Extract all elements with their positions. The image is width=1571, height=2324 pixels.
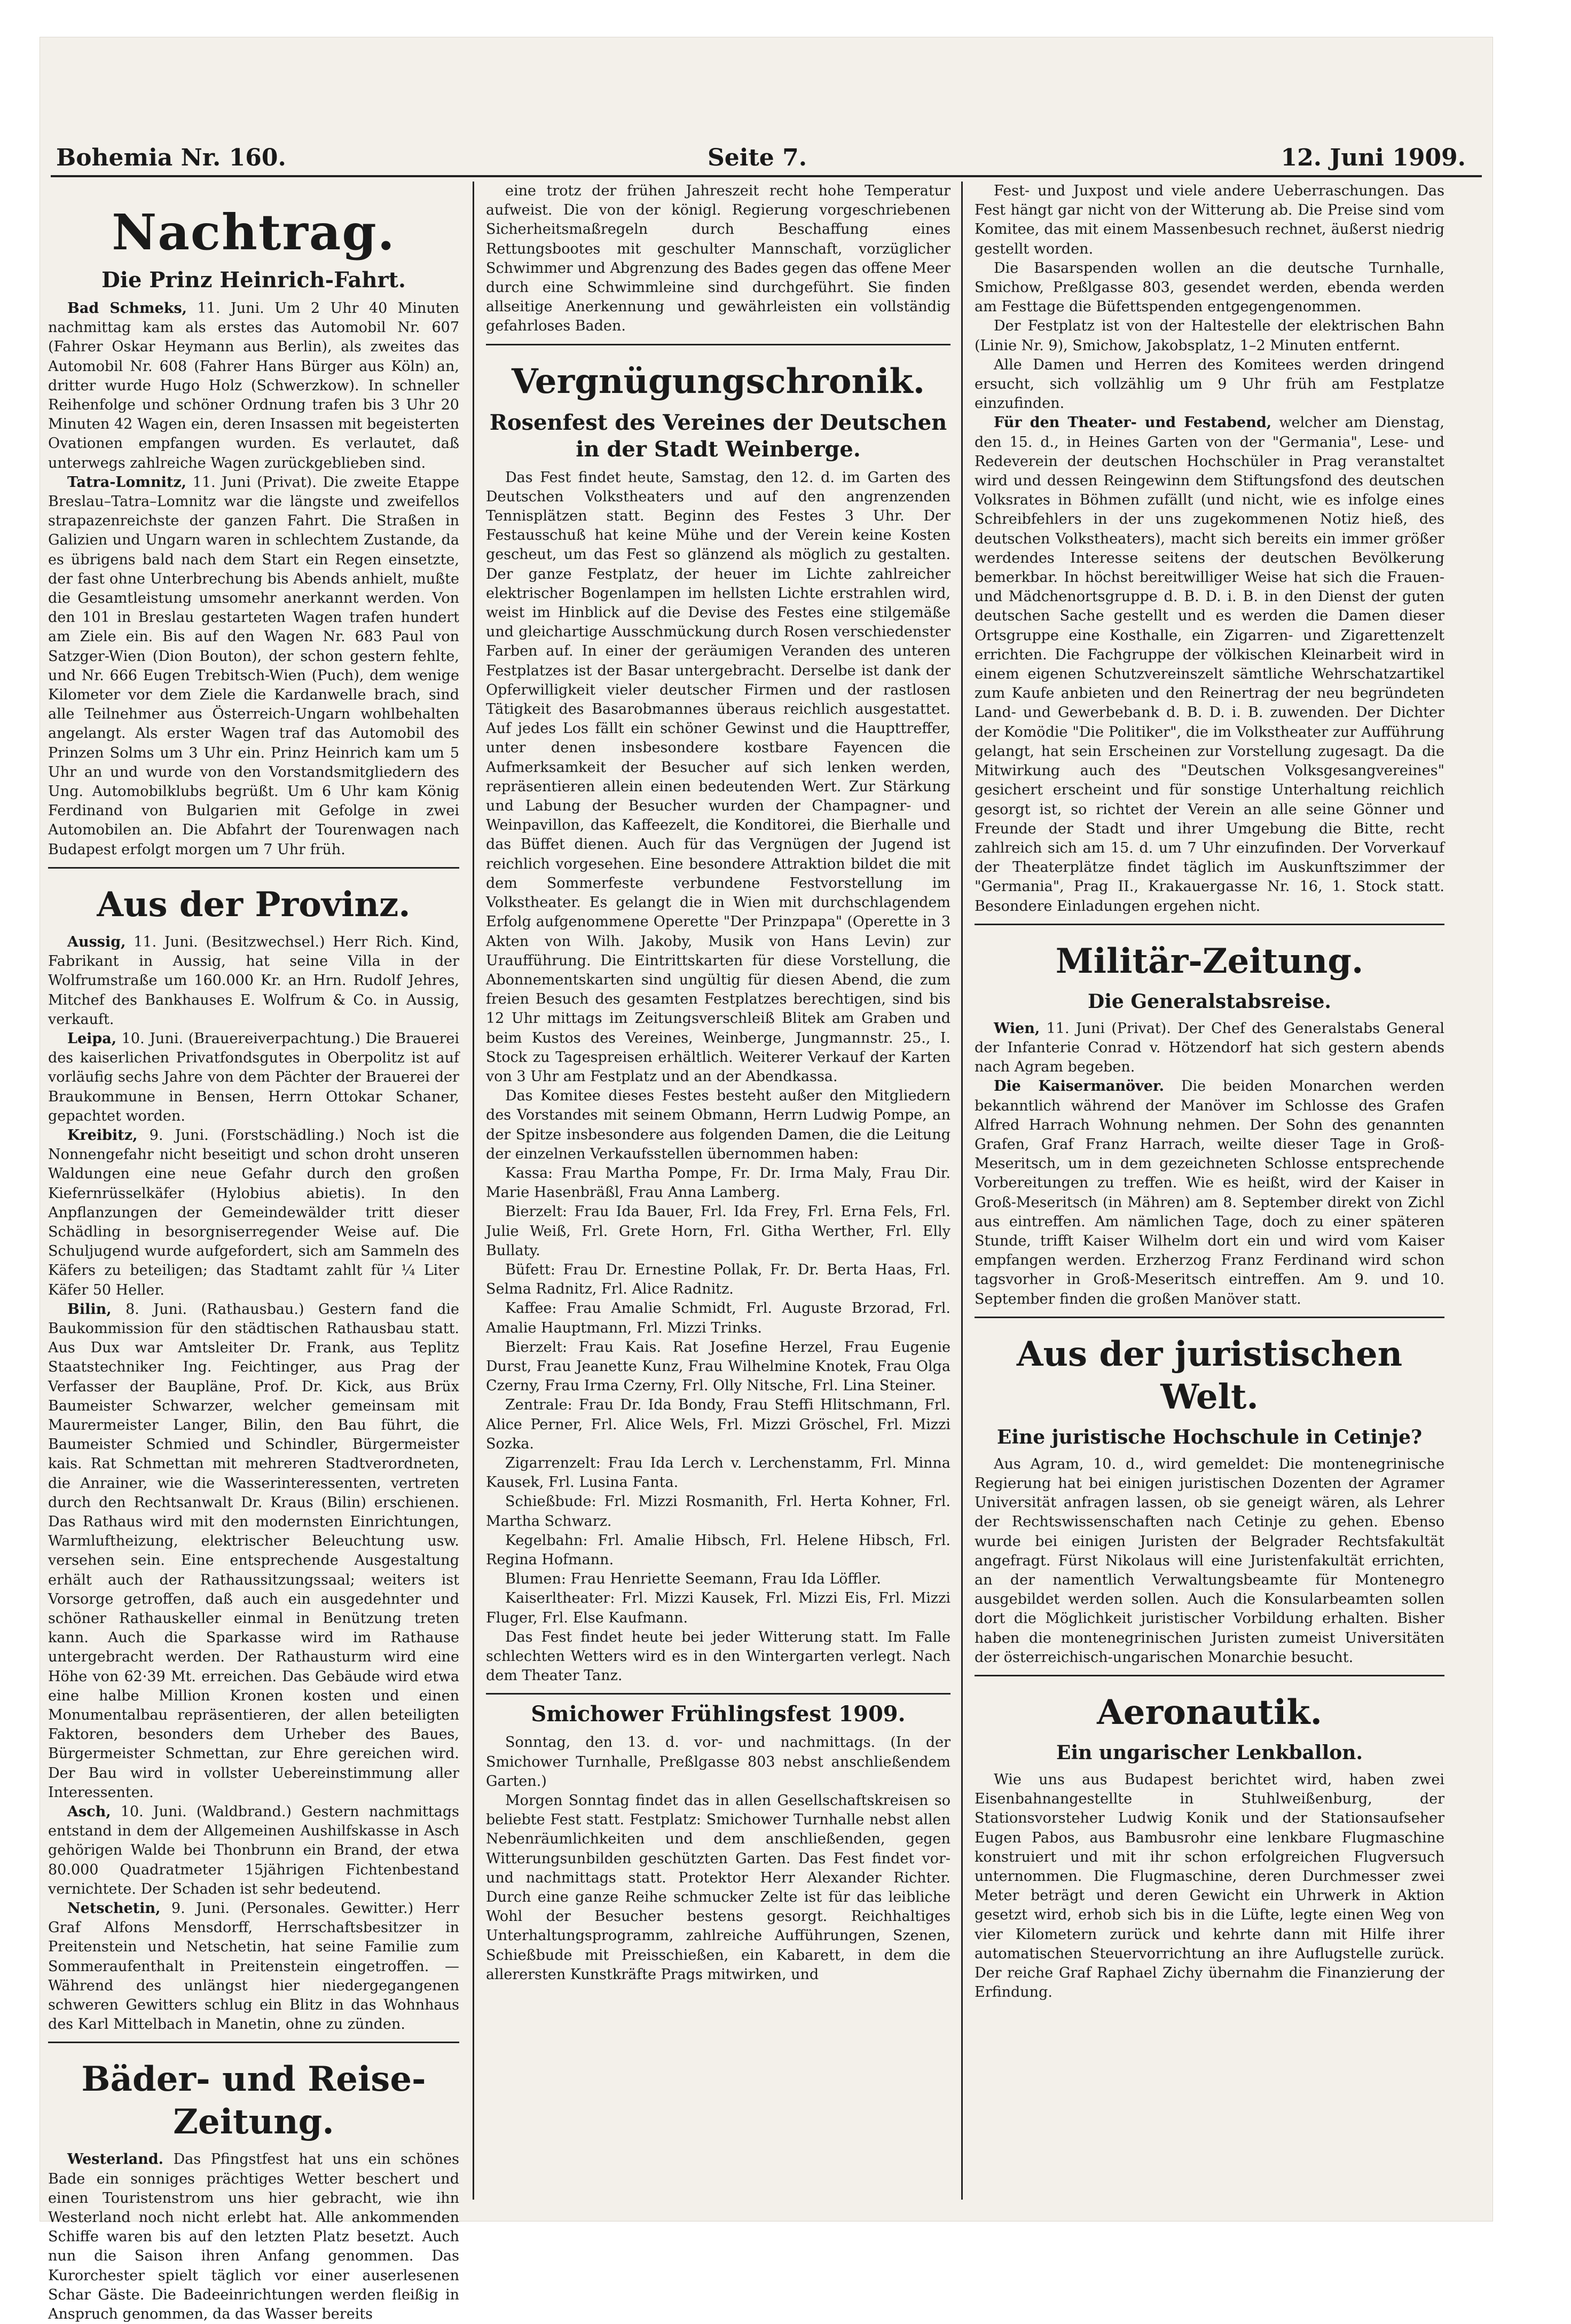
paragraph-text: 11. Juni (Privat). Der Chef des Generalstabs General der Infanterie Conrad v. Hötzendorf hat sich gestern abends nach Agram begeben. xyxy=(975,1020,1444,1076)
section-title-militaer: Militär-Zeitung. xyxy=(1055,941,1364,981)
article-paragraph: Fest- und Juxpost und viele andere Ueberraschungen. Das Fest hängt gar nicht von der Witterung ab. Die Preise sind vom Komitee, das mit einem Massenbesuch rechnet, äußerst niedrig gestellt worden. xyxy=(975,183,1444,257)
section-rule xyxy=(975,1675,1444,1676)
header-date: 12. Juni 1909. xyxy=(1281,144,1466,171)
article-paragraph xyxy=(48,2150,459,2324)
section-title-vergnuegung: Vergnügungschronik. xyxy=(512,361,925,401)
paragraph-text: Das Pfingstfest hat uns ein schönes Bade ein sonniges prächtiges Wetter beschert und einen Touristenstrom uns hier gebracht, wie ihn Westerland noch nicht erlebt hat. Alle ankommenden Schiffe waren bis auf den letzten Platz besetzt. Auch nun die Saison ihren Anfang genommen. Das Kurorchester spielt täglich vor einer auserlesenen Schar Gäste. Die Badeeinrichtungen werden fleißig in Anspruch genommen, da das Wasser bereits xyxy=(48,2151,459,2323)
article-paragraph: Der Festplatz ist von der Haltestelle der elektrischen Bahn (Linie Nr. 9), Smichow, Jakobsplatz, 1–2 Minuten entfernt. xyxy=(975,318,1444,354)
section-rule xyxy=(48,2042,459,2043)
article-paragraph: Alle Damen und Herren des Komitees werden dringend ersucht, sich vollzählig um 9 Uhr früh am Festplatze einzufinden. xyxy=(975,356,1444,412)
paragraph-text: 10. Juni. (Waldbrand.) Gestern nachmittags entstand in dem der Allgemeinen Aushilfskasse in Asch gehörigen Walde bei Thonbrunn ein Brand, der etwa 80.000 Quadratmeter 15jährigen Fichtenbestand vernichtete. Der Schaden ist sehr bedeutend. xyxy=(48,1803,459,1897)
article-heading: Die Prinz Heinrich-Fahrt. xyxy=(101,267,406,293)
section-rule xyxy=(48,867,459,869)
article-paragraph xyxy=(48,299,459,473)
article-paragraph: Das Komitee dieses Festes besteht außer den Mitgliedern des Vorstandes mit seinem Obmann, Herrn Ludwig Pompe, an der Spitze insbesondere aus folgenden Damen, die die Leitung der einzelnen Verkaufsstellen übernommen haben: xyxy=(486,1088,951,1162)
article-paragraph xyxy=(48,933,459,1029)
paragraph-text: 9. Juni. (Forstschädling.) Noch ist die Nonnengefahr nicht beseitigt und schon droht unseren Waldungen eine neue Gefahr durch den großen Kiefernrüsselkäfer (Hylobius abietis). In den Anpflanzungen der Gemeindewälder tritt dieser Schädling in besorgniserregender Weise auf. Die Schuljugend wurde aufgefordert, sich am Sammeln des Käfers zu beteiligen; das Stadtamt zahlt für ¼ Liter Käfer 50 Heller. xyxy=(48,1126,459,1298)
article-paragraph xyxy=(48,1802,459,1899)
article-heading: Eine juristische Hochschule in Cetinje? xyxy=(996,1425,1423,1448)
article-paragraph: eine trotz der frühen Jahreszeit recht hohe Temperatur aufweist. Die von der königl. Regierung vorgeschriebenen Sicherheitsmaßregeln durch Beschaffung eines Rettungsbootes mit geschulter Mannschaft, vorzüglicher Schwimmer und Abgrenzung des Bades gegen das offene Meer durch eine Schwimmleine sind durchgeführt. Sie finden allseitige Anerkennung und gewährleisten ein vollständig gefahrloses Baden. xyxy=(486,183,951,335)
article-paragraph xyxy=(48,1126,459,1300)
column-3 xyxy=(975,182,1444,2200)
column-1 xyxy=(48,182,460,2323)
article-paragraph xyxy=(48,473,459,860)
dateline: Westerland. xyxy=(67,2151,164,2168)
paragraph-text: welcher am Dienstag, den 15. d., in Heines Garten von der "Germania", Lese- und Redeverein der deutschen Hochschüler in Prag veranstaltet wird und dessen Reingewinn dem Stiftungsfond des deutschen Volksrates in Böhmen zufällt (und nicht, wie es infolge eines Schreibfehlers in der uns zugekommenen Notiz hieß, des deutschen Volkstheaters), macht sich bereits ein immer größer werdendes Interesse seitens der deutschen Bevölkerung bemerkbar. In höchst bereitwilliger Weise hat sich die Frauen- und Mädchenortsgruppe d. B. D. i. B. in den Dienst der guten deutschen Sache gestellt und es werden die Damen dieser Ortsgruppe eine Kosthalle, ein Zigarren- und Zigarettenzelt errichten. Die Fachgruppe der völkischen Kleinarbeit wird in einem eigenen Schutzvereinszelt sämtliche Wehrschatzartikel zum Kaufe anbieten und den Reinertrag der neu begründeten Land- und Gewerbebank d. B. D. i. B. zuwenden. Der Dichter der Komödie "Die Politiker", die im Volkstheater zur Aufführung gelangt, hat sein Erscheinen zur Vorstellung zugesagt. Da die Mitwirkung auch des "Deutschen Volksgesangvereines" gesichert erscheint und für sonstige Unterhaltung reichlich gesorgt ist, so richtet der Verein an alle seine Gönner und Freunde der Stadt und ihrer Umgebung die Bitte, recht zahlreich sich am 15. d. um 7 Uhr einzufinden. Der Vorverkauf der Theaterplätze findet täglich im Auskunftszimmer der "Germania", Prag II., Krakauergasse Nr. 16, 1. Stock statt. Besondere Einladungen ergehen nicht. xyxy=(975,414,1444,915)
paragraph-text: 8. Juni. (Rathausbau.) Gestern fand die Baukommission für den städtischen Rathausbau statt. Aus Dux war Amtsleiter Dr. Frank, aus Teplitz Staatstechniker Ing. Feichtinger, aus Prag der Verfasser der Baupläne, Prof. Dr. Kick, aus Brüx Baumeister Schwarzer, welcher gemeinsam mit Maurermeister Langer, Bilin, den Bau führt, die Baumeister Schmied und Schindler, Bürgermeister kais. Rat Schmettan mit mehreren Stadtverordneten, die Anrainer, wie die Wasserinteressenten, vertreten durch den Rechtsanwalt Dr. Kraus (Bilin) erschienen. Das Rathaus wird mit den modernsten Einrichtungen, Warmluftheizung, elektrischer Beleuchtung usw. versehen sein. Eine entsprechende Ausgestaltung erhält auch der Rathaussitzungssaal; weiters ist Vorsorge getroffen, daß auch ein ausgedehnter und schöner Rathauskeller einmal in Benützung treten kann. Auch die Sparkasse wird im Rathause untergebracht werden. Der Rathausturm wird eine Höhe von 62·39 Mt. erreichen. Das Gebäude wird etwa eine halbe Million Kronen kosten und einen Monumentalbau repräsentieren, der allen beteiligten Faktoren, besonders dem Urheber des Baues, Bürgermeister Schmettan, zur Ehre gereichen wird. Der Bau wird in vollster Uebereinstimmung aller Interessenten. xyxy=(48,1301,459,1801)
section-title-provinz: Aus der Provinz. xyxy=(97,884,411,925)
committee-entry: Blumen: Frau Henriette Seemann, Frau Ida Löffler. xyxy=(505,1571,881,1588)
committee-entry: Zentrale: Frau Dr. Ida Bondy, Frau Steffi Hlitschmann, Frl. Alice Perner, Frl. Alice Wels, Frl. Mizzi Gröschel, Frl. Mizzi Sozka. xyxy=(486,1397,951,1452)
dateline: Wien, xyxy=(994,1020,1040,1037)
header-rule xyxy=(51,175,1482,177)
running-header xyxy=(51,117,1482,182)
article-heading: Smichower Frühlingsfest 1909. xyxy=(531,1701,906,1727)
committee-entry: Zigarrenzelt: Frau Ida Lerch v. Lerchenstamm, Frl. Minna Kausek, Frl. Lusina Fanta. xyxy=(486,1454,951,1491)
article-paragraph: Das Fest findet heute, Samstag, den 12. d. im Garten des Deutschen Volkstheaters und auf den angrenzenden Tennisplätzen statt. Beginn des Festes 3 Uhr. Der Festausschuß hat keine Mühe und der Verein keine Kosten gescheut, um das Fest so glänzend als möglich zu gestalten. Der ganze Festplatz, der heuer im Lichte zahlreicher elektrischer Bogenlampen im hellsten Lichte erstrahlen wird, weist im Hinblick auf die Devise des Festes eine stilgemäße und gleichartige Ausschmückung durch Rosen verschiedenster Farben auf. In einer der geräumigen Veranden des unteren Festplatzes ist der Basar untergebracht. Derselbe ist dank der Opferwilligkeit vieler deutscher Firmen und der rastlosen Tätigkeit des Basarobmannes überaus reichlich ausgestattet. Auf jedes Los fällt ein schöner Gewinst und die Haupttreffer, unter denen insbesondere kostbare Fayencen die Aufmerksamkeit der Besucher auf sich lenken werden, repräsentieren allein einen bedeutenden Wert. Zur Stärkung und Labung der Besucher wurden der Champagner- und Weinpavillon, das Kaffeezelt, die Konditorei, die Bierhalle und das Büffet dienen. Auch für das Vergnügen der Jugend ist reichlich vorgesehen. Eine besondere Attraktion bildet die mit dem Sommerfeste verbundene Festvorstellung im Volkstheater. Es gelangt die in Wien mit durchschlagendem Erfolg aufgenommene Operette "Der Prinzpapa" (Operette in 3 Akten von Wilh. Jakoby, Musik von Hans Levin) zur Uraufführung. Die Eintrittskarten für diese Vorstellung, die Abonnementskarten sind ungültig für diesen Abend, die zum freien Besuch des gesamten Festplatzes berechtigen, sind bis 12 Uhr mittags im Zeitungsverschleiß Blitek am Graben und beim Kustos des Vereines, Weinberge, Jungmannstr. 25., I. Stock zu Tagespreisen erhältlich. Weiterer Verkauf der Karten von 3 Uhr am Festplatz und an der Abendkassa. xyxy=(486,469,951,1085)
section-title-aeronautik: Aeronautik. xyxy=(1097,1692,1322,1732)
committee-entry: Büfett: Frau Dr. Ernestine Pollak, Fr. Dr. Berta Haas, Frl. Selma Radnitz, Frl. Alice Radnitz. xyxy=(486,1261,951,1298)
column-divider xyxy=(473,182,474,2200)
article-paragraph: Das Fest findet heute bei jeder Witterung statt. Im Falle schlechten Wetters wird es in den Wintergarten verlegt. Nach dem Theater Tanz. xyxy=(486,1628,951,1684)
dateline: Asch, xyxy=(67,1803,111,1821)
paragraph-text: 11. Juni. (Besitzwechsel.) Herr Rich. Kind, Fabrikant in Aussig, hat seine Villa in der Wolfrumstraße um 160.000 Kr. an Hrn. Rudolf Jehres, Mitchef des Bankhauses E. Wolfrum & Co. in Aussig, verkauft. xyxy=(48,933,460,1028)
section-rule xyxy=(486,1693,951,1695)
article-paragraph: Die Basarspenden wollen an die deutsche Turnhalle, Smichow, Preßlgasse 803, gesendet werden, ebenda werden am Festtage die Büfettspenden entgegengenommen. xyxy=(975,259,1444,316)
section-title-baeder: Bäder- und Reise-Zeitung. xyxy=(81,2059,426,2142)
paragraph-text: 11. Juni (Privat). Die zweite Etappe Breslau–Tatra–Lomnitz war die längste und zweifellos strapazenreichste der ganzen Fahrt. Die Straßen in Galizien und Ungarn waren in schlechtem Zustande, da es übrigens bald nach dem Start ein Regen einsetzte, der fast ohne Unterbrechung bis Abends anhielt, mußte die Gesamtleistung umsomehr anerkannt werden. Von den 101 in Breslau gestarteten Wagen trafen hundert am Ziele ein. Bis auf den Wagen Nr. 683 Paul von Satzger-Wien (Dion Bouton), der schon gestern fehlte, und Nr. 666 Eugen Trebitsch-Wien (Puch), dem wenige Kilometer vor dem Ziele die Kardanwelle brach, sind alle Teilnehmer aus Österreich-Ungarn wohlbehalten angelangt. Als erster Wagen traf das Automobil des Prinzen Solms um 3 Uhr ein. Prinz Heinrich kam um 5 Uhr an und wurde von den Vorstandsmitgliedern des Ung. Automobilklubs begrüßt. Um 6 Uhr kam König Ferdinand von Bulgarien mit Gefolge in zwei Automobilen an. Die Abfahrt der Tourenwagen nach Budapest erfolgt morgen um 7 Uhr früh. xyxy=(48,474,460,858)
article-paragraph xyxy=(975,1077,1444,1309)
dateline: Bilin, xyxy=(67,1301,112,1318)
committee-entry: Kaiserltheater: Frl. Mizzi Kausek, Frl. Mizzi Eis, Frl. Mizzi Fluger, Frl. Else Kaufmann. xyxy=(486,1590,951,1626)
committee-entry: Bierzelt: Frau Ida Bauer, Frl. Ida Frey, Frl. Erna Fels, Frl. Julie Weiß, Frl. Grete Horn, Frl. Githa Werther, Frl. Elly Bullaty. xyxy=(486,1203,951,1259)
dateline: Für den Theater- und Festabend, xyxy=(994,414,1272,431)
header-page-number: Seite 7. xyxy=(708,144,807,171)
article-paragraph: Morgen Sonntag findet das in allen Gesellschaftskreisen so beliebte Fest statt. Festplatz: Smichower Turnhalle nebst allen Nebenräumlichkeiten und dem anschließenden, gegen Witterungsunbilden geschützten Garten. Das Fest findet vor- und nachmittags statt. Protektor Herr Alexander Richter. Durch eine ganze Reihe schmucker Zelte ist für das leibliche Wohl der Besucher bestens gesorgt. Reichhaltiges Unterhaltungsprogramm, zahlreiche Aufführungen, Szenen, Schießbude mit Preisschießen, ein Kabarett, in dem die allerersten Kunstkräfte Prags mitwirken, und xyxy=(486,1792,951,1983)
article-paragraph xyxy=(975,413,1444,916)
article-paragraph: Aus Agram, 10. d., wird gemeldet: Die montenegrinische Regierung hat bei einigen juristischen Dozenten der Agramer Universität anfragen lassen, ob sie geneigt wären, als Lehrer der Rechtswissenschaften nach Cetinje zu gehen. Ebenso wurde bei einigen Juristen der Belgrader Rechtsfakultät angefragt. Fürst Nikolaus will eine Juristenfakultät errichten, an der namentlich Verwaltungsbeamte für Montenegro ausgebildet werden sollen. Auch die Konsularbeamten sollen dort die Möglichkeit juristischer Vorbildung erhalten. Bisher haben die montenegrinischen Juristen zumeist Universitäten der österreichisch-ungarischen Monarchie besucht. xyxy=(975,1455,1444,1666)
paragraph-text: 10. Juni. (Brauereiverpachtung.) Die Brauerei des kaiserlichen Privatfondsgutes in Oberpolitz ist auf vorläufig sechs Jahre von dem Pächter der Brauerei der Braukommune in Bensen, Herrn Ottokar Schaner, gepachtet worden. xyxy=(48,1030,459,1124)
dateline: Netschetin, xyxy=(67,1900,161,1917)
paragraph-text: Die beiden Monarchen werden bekanntlich während der Manöver im Schlosse des Grafen Alfred Harrach Wohnung nehmen. Der Sohn des genannten Grafen, Graf Franz Harrach, weilte dieser Tage in Groß-Meseritsch, um in dem gezeichneten Schlosse entsprechende Vorbereitungen zu treffen. Wie es heißt, wird der Kaiser in Groß-Meseritsch (in Mähren) am 8. September direkt von Zichl aus eintreffen. Am nämlichen Tage, doch zu einer späteren Stunde, trifft Kaiser Wilhelm dort ein und wird vom Kaiser empfangen werden. Erzherzog Franz Ferdinand wird schon tagsvorher in Groß-Meseritsch eintreffen. Am 9. und 10. September finden die großen Manöver statt. xyxy=(975,1078,1444,1307)
article-paragraph: Sonntag, den 13. d. vor- und nachmittags. (In der Smichower Turnhalle, Preßlgasse 803 nebst anschließendem Garten.) xyxy=(486,1734,951,1790)
committee-entry: Kassa: Frau Martha Pompe, Fr. Dr. Irma Maly, Frau Dir. Marie Hasenbräßl, Frau Anna Lamberg. xyxy=(486,1164,951,1201)
committee-entry: Bierzelt: Frau Kais. Rat Josefine Herzel, Frau Eugenie Durst, Frau Jeanette Kunz, Frau Wilhelmine Knotek, Frau Olga Czerny, Frau Irma Czerny, Frl. Olly Nitsche, Frl. Lina Steiner. xyxy=(486,1338,951,1395)
newspaper-page xyxy=(40,37,1493,2323)
article-heading: Die Generalstabsreise. xyxy=(1088,990,1331,1013)
dateline: Bad Schmeks, xyxy=(67,300,187,317)
header-issue: Bohemia Nr. 160. xyxy=(56,144,286,171)
committee-entry: Kegelbahn: Frl. Amalie Hibsch, Frl. Helene Hibsch, Frl. Regina Hofmann. xyxy=(486,1532,951,1568)
dateline: Tatra-Lomnitz, xyxy=(67,474,187,491)
section-rule xyxy=(486,344,951,345)
paragraph-text: 11. Juni. Um 2 Uhr 40 Minuten nachmittag kam als erstes das Automobil Nr. 607 (Fahrer Oskar Heymann aus Berlin), als zweites das Automobil Nr. 608 (Fahrer Hans Bürger aus Köln) an, dritter wurde Hugo Holz (Schwerzkow). In schneller Reihenfolge und schöner Ordnung trafen bis 3 Uhr 20 Minuten 42 Wagen ein, deren Insassen mit begeisterten Ovationen empfangen wurden. Es verlautet, daß unterwegs zahlreiche Wagen zurückgeblieben sind. xyxy=(48,300,459,471)
article-paragraph xyxy=(48,1029,459,1126)
section-title-juristisch: Aus der juristischen Welt. xyxy=(1016,1334,1403,1417)
dateline: Aussig, xyxy=(67,933,126,950)
article-paragraph xyxy=(48,1300,459,1802)
article-heading: Ein ungarischer Lenkballon. xyxy=(1056,1742,1363,1764)
column-divider xyxy=(961,182,963,2200)
committee-entry: Kaffee: Frau Amalie Schmidt, Frl. Auguste Brzorad, Frl. Amalie Hauptmann, Frl. Mizzi Trinks. xyxy=(486,1300,951,1336)
section-rule xyxy=(975,1317,1444,1318)
dateline: Die Kaisermanöver. xyxy=(994,1078,1165,1095)
dateline: Kreibitz, xyxy=(67,1126,138,1144)
section-rule xyxy=(975,924,1444,925)
article-heading: Rosenfest des Vereines der Deutschen in der Stadt Weinberge. xyxy=(489,409,947,462)
article-paragraph: Wie uns aus Budapest berichtet wird, haben zwei Eisenbahnangestellte in Stuhlweißenburg, der Stationsvorsteher Ludwig Konik und der Stationsaufseher Eugen Pabos, aus Bambusrohr eine lenkbare Flugmaschine konstruiert und mit ihr schon erfolgreichen Flugversuch unternommen. Die Flugmaschine, deren Durchmesser zwei Meter beträgt und deren Gewicht ein Uhrwerk in Aktion gesetzt wird, erhob sich bis in die Lüfte, legte einen Weg von vier Kilometern zurück und kehrte dann mit Hilfe ihrer automatischen Steuervorrichtung an ihre Auflugstelle zurück. Der reiche Graf Raphael Zichy übernahm die Finanzierung der Erfindung. xyxy=(975,1771,1444,2001)
column-2 xyxy=(486,182,951,2200)
paragraph-text: 9. Juni. (Personales. Gewitter.) Herr Graf Alfons Mensdorff, Herrschaftsbesitzer in Preitenstein und Netschetin, hat seine Familie zum Sommeraufenthalt in Preitenstein eingetroffen. — Während des unlängst hier niedergegangenen schweren Gewitters schlug ein Blitz in das Wohnhaus des Karl Mittelbach in Manetin, ohne zu zünden. xyxy=(48,1900,459,2033)
article-paragraph xyxy=(48,1899,459,2034)
section-title-nachtrag: Nachtrag. xyxy=(112,203,396,261)
article-paragraph xyxy=(975,1019,1444,1077)
dateline: Leipa, xyxy=(67,1030,117,1047)
committee-entry: Schießbude: Frl. Mizzi Rosmanith, Frl. Herta Kohner, Frl. Martha Schwarz. xyxy=(486,1493,951,1530)
